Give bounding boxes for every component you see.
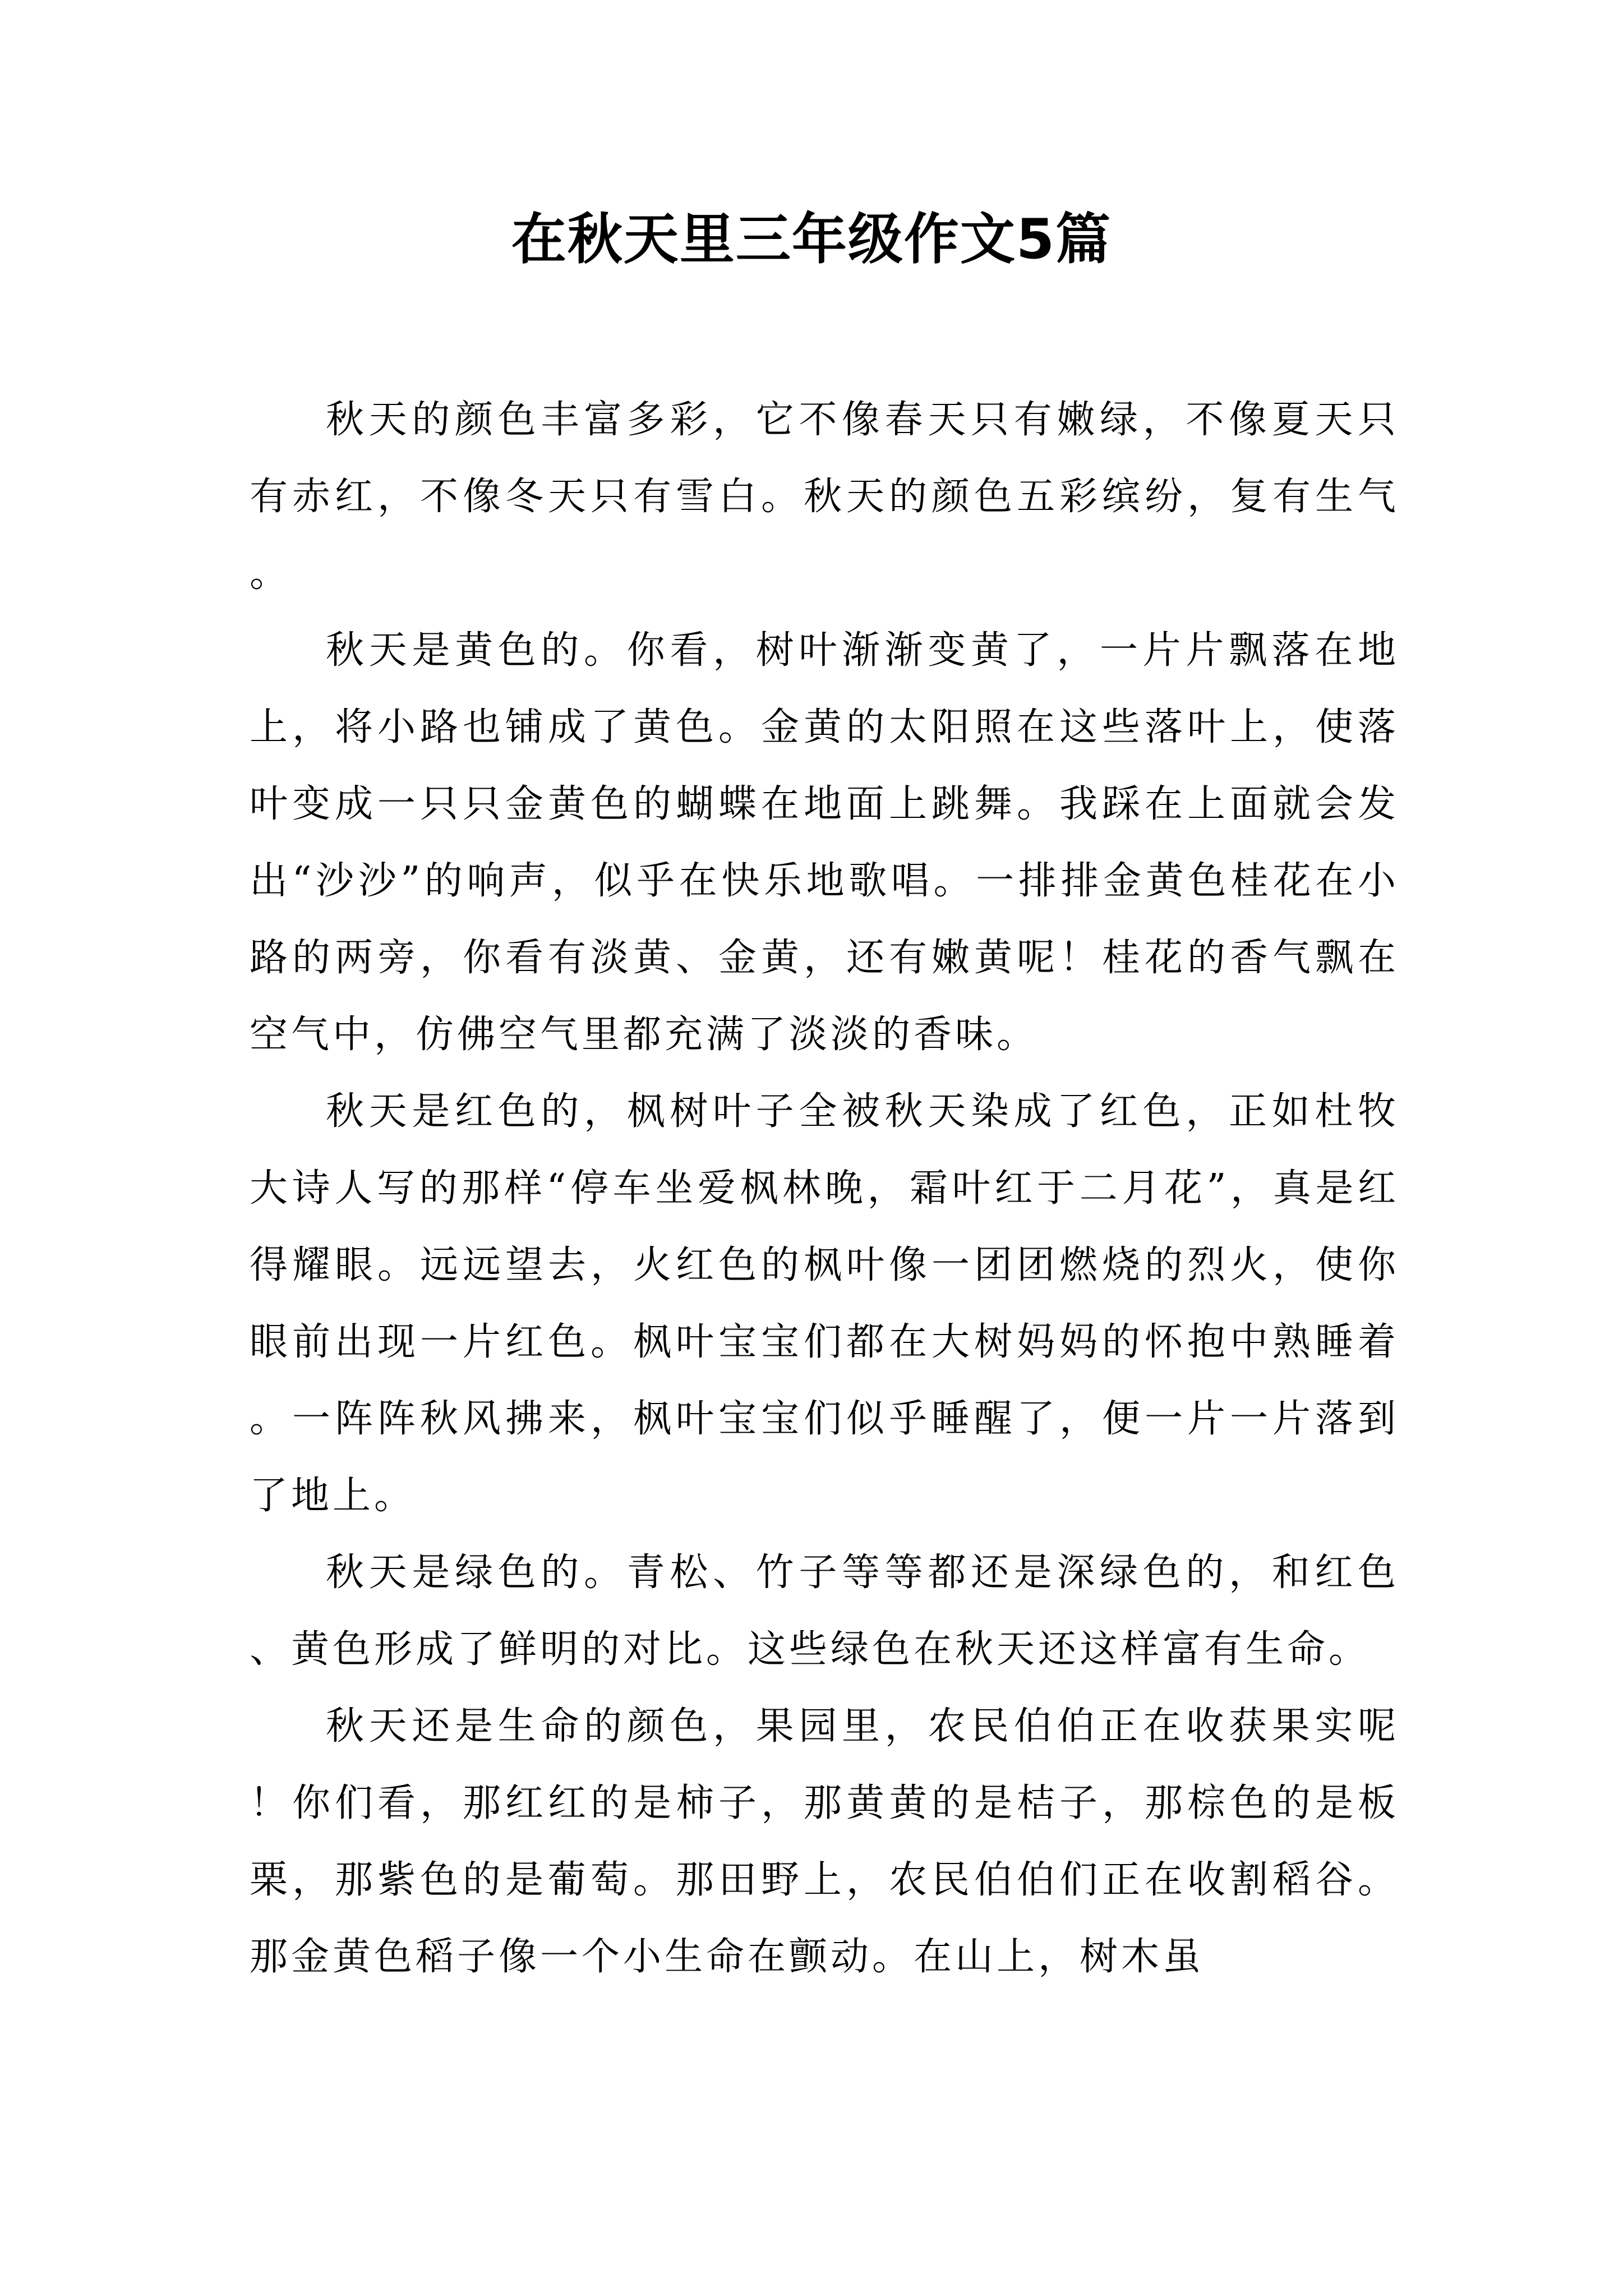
paragraph-2: 秋天是黄色的。你看，树叶渐渐变黄了，一片片飘落在地上，将小路也铺成了黄色。金黄的太阳照在这些落叶上，使落叶变成一只只金黄色的蝴蝶在地面上跳舞。我踩在上面就会发出“沙沙”的响声，似乎在快乐地歌唱。一排排金黄色桂花在小路的两旁，你看有淡黄、金黄，还有嫩黄呢！桂花的香气飘在空气中，仿佛空气里都充满了淡淡的香味。 bbox=[250, 628, 1399, 1057]
paragraph-5: 秋天还是生命的颜色，果园里，农民伯伯正在收获果实呢！你们看，那红红的是柿子，那黄黄的是桔子，那棕色的是板栗，那紫色的是葡萄。那田野上，农民伯伯们正在收割稻谷。那金黄色稻子像一个小生命在颤动。在山上，树木虽 bbox=[250, 1704, 1399, 1979]
document-body bbox=[250, 381, 1399, 1995]
document-title: 在秋天里三年级作文5篇 bbox=[511, 208, 1112, 272]
paragraph-4: 秋天是绿色的。青松、竹子等等都还是深绿色的，和红色、黄色形成了鲜明的对比。这些绿色在秋天还这样富有生命。 bbox=[250, 1550, 1399, 1672]
paragraph-3: 秋天是红色的，枫树叶子全被秋天染成了红色，正如杜牧大诗人写的那样“停车坐爱枫林晚，霜叶红于二月花”，真是红得耀眼。远远望去，火红色的枫叶像一团团燃烧的烈火，使你眼前出现一片红色。枫叶宝宝们都在大树妈妈的怀抱中熟睡着。一阵阵秋风拂来，枫叶宝宝们似乎睡醒了，便一片一片落到了地上。 bbox=[250, 1089, 1399, 1518]
paragraph-1: 秋天的颜色丰富多彩，它不像春天只有嫩绿，不像夏天只有赤红，不像冬天只有雪白。秋天的颜色五彩缤纷，复有生气。 bbox=[250, 398, 1399, 596]
